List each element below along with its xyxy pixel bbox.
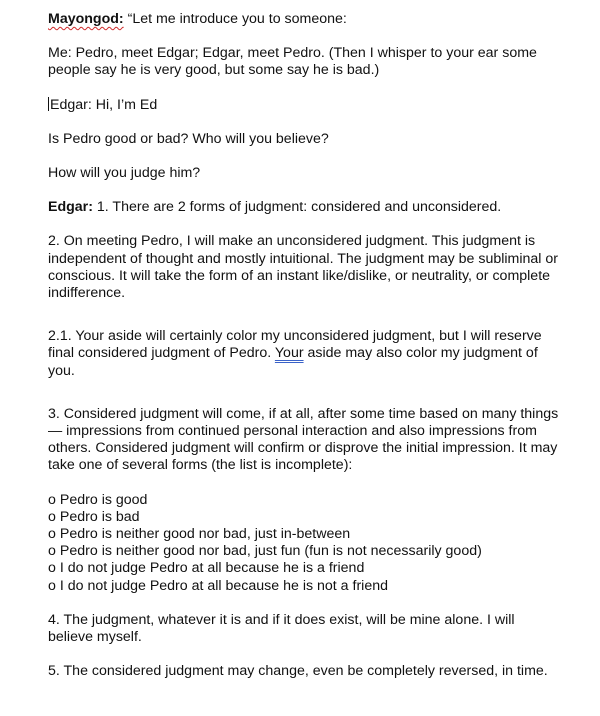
list-item	[48, 509, 560, 526]
point-2-1-before: 2.1. Your aside will certainly color my unconsidered judgment, but I will reserve final considered judgment of Pedro.	[48, 328, 542, 362]
edgar-greeting-line	[48, 97, 560, 114]
point-4-paragraph: 4. The judgment, whatever it is and if it does exist, will be mine alone. I will believe myself.	[48, 611, 515, 646]
list-item	[48, 560, 560, 577]
intro-text: “Let me introduce you to someone:	[123, 11, 347, 27]
list-item-text: Pedro is good	[59, 491, 148, 508]
bullet-marker: o	[48, 560, 56, 577]
point-5-paragraph: 5. The considered judgment may change, even be completely reversed, in time.	[48, 663, 548, 680]
list-item-text: Pedro is neither good nor bad, just in-between	[59, 526, 351, 543]
bullet-marker: o	[48, 526, 56, 543]
point-2-1-paragraph	[48, 328, 560, 380]
bullet-marker: o	[48, 508, 56, 525]
list-item-text: I do not judge Pedro at all because he is a friend	[59, 560, 365, 577]
point-2-paragraph: 2. On meeting Pedro, I will make an unconsidered judgment. This judgment is independent of thought and mostly intuitional. The judgment may be subliminal or conscious. It will take the form of an instant like/dislike, or neutrality, or complete indifference.	[48, 233, 559, 302]
question-how-judge: How will you judge him?	[48, 165, 201, 182]
edgar-answer-text: 1. There are 2 forms of judgment: considered and unconsidered.	[92, 199, 502, 216]
speaker-mayongod: Mayongod:	[48, 11, 124, 27]
grammar-flagged-word: Your	[274, 345, 304, 362]
point-2-1-after: aside may also color my judgment of you.	[48, 345, 538, 379]
point-3-paragraph: 3. Considered judgment will come, if at all, after some time based on many things — impressions from continued personal interaction and also impressions from others. Considered judgment will confirm or disprove the initial impression. It may take one of several forms (the list is incomplete):	[48, 405, 559, 474]
bullet-marker: o	[48, 491, 56, 508]
list-item-text: Pedro is bad	[59, 508, 140, 525]
edgar-answer-line	[48, 199, 560, 216]
bullet-marker: o	[48, 543, 56, 560]
bullet-marker: o	[48, 577, 56, 594]
me-line: Me: Pedro, meet Edgar; Edgar, meet Pedro. (Then I whisper to your ear some people say he is very good, but some say he is bad.)	[48, 45, 537, 79]
list-item	[48, 492, 560, 509]
question-good-or-bad: Is Pedro good or bad? Who will you believe?	[48, 130, 329, 147]
intro-line	[48, 11, 560, 28]
edgar-greeting-text: Edgar: Hi, I’m Ed	[50, 96, 158, 113]
list-item	[48, 543, 560, 560]
text-cursor	[48, 97, 49, 111]
list-item	[48, 578, 560, 595]
judgment-options-list	[48, 492, 560, 595]
speaker-edgar: Edgar:	[48, 199, 93, 216]
list-item-text: Pedro is neither good nor bad, just fun (fun is not necessarily good)	[59, 543, 482, 560]
list-item-text: I do not judge Pedro at all because he is not a friend	[59, 577, 389, 594]
list-item	[48, 526, 560, 543]
